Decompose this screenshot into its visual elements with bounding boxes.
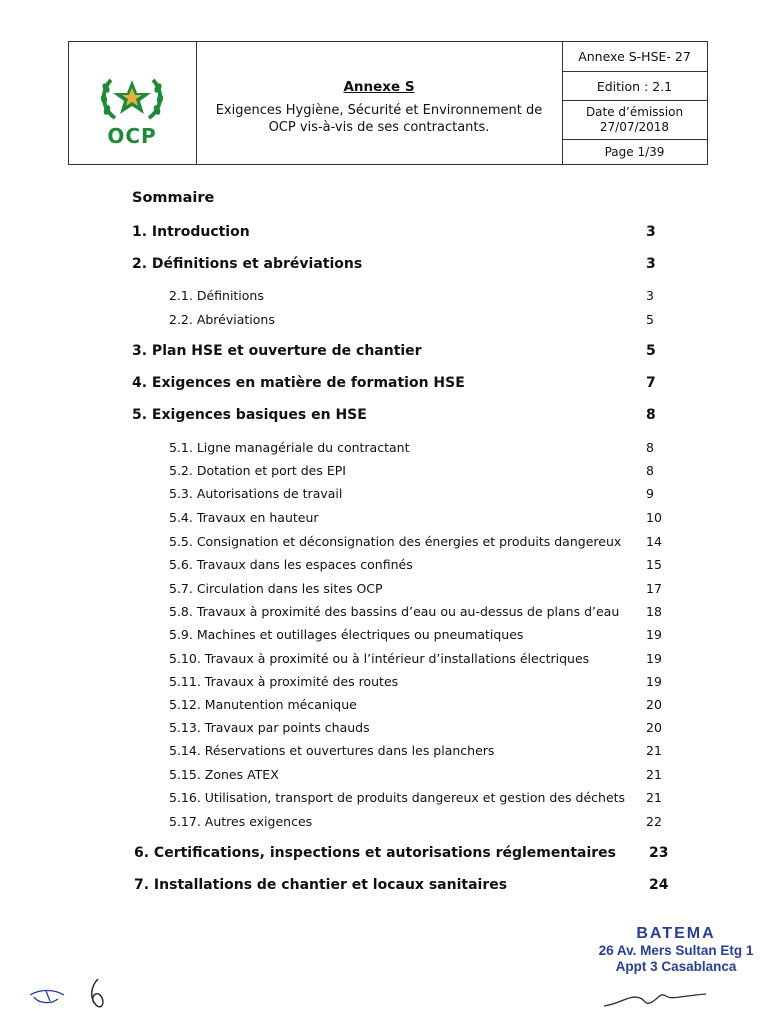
toc-entry-label: 5.1. Ligne managériale du contractant	[169, 440, 410, 455]
stamp-address-line-2: Appt 3 Casablanca	[615, 959, 737, 974]
subtitle-line-1: Exigences Hygiène, Sécurité et Environnement de	[215, 103, 543, 118]
toc-entry-page: 20	[646, 720, 662, 735]
ocp-emblem-icon	[97, 72, 167, 124]
toc-entry-label: 2. Définitions et abréviations	[132, 256, 363, 272]
toc-entry-label: 5.16. Utilisation, transport de produits dangereux et gestion des déchets	[169, 790, 626, 805]
toc-entry-label: 5.3. Autorisations de travail	[169, 486, 343, 501]
toc-entry-label: 5.13. Travaux par points chauds	[169, 720, 370, 735]
initials-signature	[20, 975, 110, 1015]
toc-entry-label: 5.6. Travaux dans les espaces confinés	[169, 557, 413, 572]
toc-entry-page: 17	[646, 581, 662, 596]
toc-entry-page: 3	[646, 224, 656, 240]
stamp-company: BATEMA	[636, 925, 716, 942]
toc-title: Sommaire	[132, 190, 215, 206]
toc-entry-page: 20	[646, 697, 662, 712]
toc-entry-label: 4. Exigences en matière de formation HSE	[132, 375, 465, 391]
toc-entry-page: 10	[646, 510, 662, 525]
toc-entry-label: 5.14. Réservations et ouvertures dans les planchers	[169, 743, 495, 758]
toc-entry-page: 21	[646, 743, 662, 758]
company-stamp	[586, 925, 766, 975]
page-number: Page 1/39	[604, 145, 665, 159]
toc-entry-label: 5.2. Dotation et port des EPI	[169, 463, 346, 478]
toc-entry-label: 5.5. Consignation et déconsignation des énergies et produits dangereux	[169, 534, 622, 549]
toc-entry-label: 5.15. Zones ATEX	[169, 767, 279, 782]
toc-entry-label: 2.1. Définitions	[169, 288, 264, 303]
issue-date-label: Date d’émission	[585, 105, 684, 119]
logo-cell	[69, 42, 197, 164]
toc-entry-label: 5.12. Manutention mécanique	[169, 697, 357, 712]
toc-entry-page: 9	[646, 486, 654, 501]
toc-entry-page: 8	[646, 440, 654, 455]
stamp-signature	[600, 984, 710, 1012]
toc-entry-label: 5.7. Circulation dans les sites OCP	[169, 581, 383, 596]
toc-entry-page: 19	[646, 651, 662, 666]
toc-entry-page: 24	[649, 877, 669, 893]
toc-entry-page: 8	[646, 407, 656, 423]
toc-entry-label: 3. Plan HSE et ouverture de chantier	[132, 343, 422, 359]
ocp-logo	[97, 72, 167, 152]
toc-entry-page: 22	[646, 814, 662, 829]
toc-entry-page: 19	[646, 674, 662, 689]
toc-entry-page: 3	[646, 288, 654, 303]
toc-entry-label: 7. Installations de chantier et locaux sanitaires	[134, 877, 508, 893]
toc-entry-page: 19	[646, 627, 662, 642]
toc-entry-label: 5.4. Travaux en hauteur	[169, 510, 319, 525]
title-cell	[196, 42, 563, 164]
toc-entry-page: 14	[646, 534, 662, 549]
logo-text: OCP	[107, 124, 157, 148]
issue-date-value: 27/07/2018	[599, 120, 670, 134]
toc-entry-page: 21	[646, 767, 662, 782]
toc-entry-page: 3	[646, 256, 656, 272]
toc-entry-label: 2.2. Abréviations	[169, 312, 275, 327]
stamp-address-line-1: 26 Av. Mers Sultan Etg 1	[598, 943, 754, 958]
toc-entry-label: 5.17. Autres exigences	[169, 814, 313, 829]
toc-entry-page: 18	[646, 604, 662, 619]
document-ref: Annexe S-HSE- 27	[562, 42, 707, 72]
toc-entry-label: 6. Certifications, inspections et autorisations réglementaires	[134, 845, 617, 861]
toc-entry-page: 7	[646, 375, 656, 391]
toc-entry-page: 5	[646, 343, 656, 359]
toc-entry-label: 5.11. Travaux à proximité des routes	[169, 674, 399, 689]
toc-entry-label: 5.8. Travaux à proximité des bassins d’eau ou au-dessus de plans d’eau	[169, 604, 620, 619]
toc-entry-page: 8	[646, 463, 654, 478]
annex-title: Annexe S	[343, 79, 415, 95]
toc-entry-label: 5. Exigences basiques en HSE	[132, 407, 367, 423]
toc-entry-page: 15	[646, 557, 662, 572]
toc-entry-label: 5.9. Machines et outillages électriques ou pneumatiques	[169, 627, 524, 642]
toc-entry-page: 21	[646, 790, 662, 805]
document-edition: Edition : 2.1	[562, 72, 707, 101]
meta-cell	[562, 42, 707, 164]
document-header	[68, 41, 708, 165]
toc-entry-page: 23	[649, 845, 669, 861]
issue-date	[562, 101, 707, 140]
toc-entry-page: 5	[646, 312, 654, 327]
toc-entry-label: 1. Introduction	[132, 224, 250, 240]
toc-entry-label: 5.10. Travaux à proximité ou à l’intérieur d’installations électriques	[169, 651, 590, 666]
annex-subtitle	[206, 102, 552, 136]
subtitle-line-2: OCP vis-à-vis de ses contractants.	[268, 120, 490, 135]
